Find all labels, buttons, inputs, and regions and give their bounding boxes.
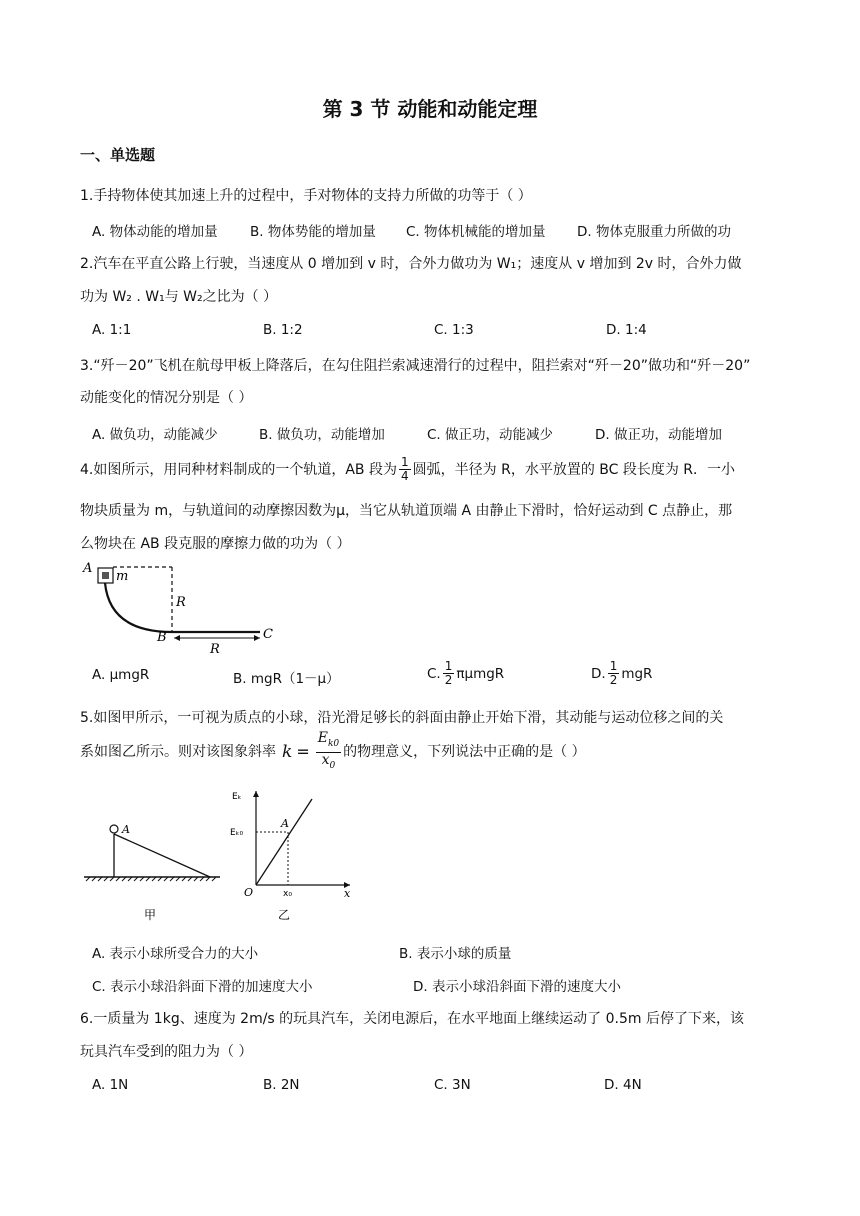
- incline-slope: [114, 834, 210, 877]
- option-a: A. 物体动能的增加量: [92, 224, 218, 240]
- label-origin: O: [244, 886, 254, 899]
- incline-figure: [84, 823, 220, 922]
- track-diagram: [80, 558, 280, 658]
- option-d: D. 1:4: [606, 322, 647, 338]
- question-text-cont: 物块质量为 m，与轨道间的动摩擦因数为μ，当它从轨道顶端 A 由静止下滑时，恰好运动到 C 点静止，那: [80, 503, 733, 519]
- option-c: C. 物体机械能的增加量: [406, 224, 546, 240]
- question-text-end: 圆弧，半径为 R，水平放置的 BC 段长度为 R．一小: [412, 461, 736, 478]
- label-c: C: [263, 627, 273, 642]
- option-d: D. 做正功，动能增加: [595, 427, 722, 443]
- option-b: B. mgR（1－μ）: [233, 671, 340, 687]
- option-a: A. 表示小球所受合力的大小: [92, 946, 259, 962]
- fraction-denominator: 4: [401, 469, 409, 483]
- label-jia: 甲: [144, 908, 157, 922]
- question-text-cont: 玩具汽车受到的阻力为（ ）: [80, 1044, 253, 1060]
- option-b: B. 物体势能的增加量: [250, 224, 376, 240]
- numerator-symbol: E: [317, 729, 328, 746]
- fraction-denominator: 2: [609, 673, 618, 687]
- option-a: A. μmgR: [92, 667, 150, 683]
- option-c-text: πμmgR: [456, 665, 505, 682]
- fraction-numerator: [316, 731, 341, 753]
- label-ek0: Eₖ₀: [230, 828, 244, 838]
- fraction-denominator: 2: [444, 673, 453, 687]
- option-c: C. 做正功，动能减少: [427, 427, 554, 443]
- label-b: B: [157, 630, 167, 645]
- question-text: 3.“歼－20”飞机在航母甲板上降落后，在勾住阻拦索减速滑行的过程中，阻拦索对“歼－20”做功和“歼－20”: [80, 358, 751, 374]
- label-r-horizontal: R: [210, 642, 220, 657]
- arrow-head-left: [174, 635, 180, 641]
- option-b: B. 表示小球的质量: [399, 946, 512, 962]
- fraction-half: [443, 660, 455, 687]
- fraction-numerator: 1: [444, 659, 453, 673]
- question-text-cont: [80, 729, 586, 771]
- fraction-numerator: 1: [609, 659, 618, 673]
- option-b: B. 1:2: [263, 322, 303, 338]
- ek-x-graph: [230, 791, 351, 922]
- question-text-start: 系如图乙所示。则对该图象斜率: [80, 744, 276, 760]
- ball: [110, 825, 118, 833]
- page-title: 第 3 节 动能和动能定理: [322, 97, 538, 121]
- label-x0: x₀: [283, 889, 292, 899]
- question-text: 1.手持物体使其加速上升的过程中，手对物体的支持力所做的功等于（ ）: [80, 188, 532, 204]
- option-b: B. 2N: [263, 1077, 300, 1093]
- section-heading: 一、单选题: [80, 146, 156, 164]
- option-c: C. 3N: [434, 1077, 471, 1093]
- option-a: A. 1:1: [92, 322, 132, 338]
- numerator-subscript: k0: [327, 738, 340, 749]
- y-axis-arrow: [253, 791, 259, 797]
- option-c: C. 1:3: [434, 322, 474, 338]
- figure-incline-and-graph: [80, 785, 370, 925]
- question-text: 6.一质量为 1kg、速度为 2m/s 的玩具汽车，关闭电源后，在水平地面上继续运动了 0.5m 后停了下来，该: [80, 1011, 744, 1027]
- arrow-head-right: [254, 635, 260, 641]
- option-d: D. 物体克服重力所做的功: [577, 224, 731, 240]
- block-fill: [102, 572, 109, 579]
- slope-symbol: k: [282, 742, 293, 762]
- option-a: A. 做负功，动能减少: [92, 427, 218, 443]
- fraction-numerator: 1: [401, 455, 409, 469]
- equals-sign: =: [296, 742, 310, 761]
- fraction-half: [608, 660, 620, 687]
- question-text-end: 的物理意义，下列说法中正确的是（ ）: [343, 744, 586, 760]
- option-d: D. 表示小球沿斜面下滑的速度大小: [413, 979, 621, 995]
- option-c: C. 表示小球沿斜面下滑的加速度大小: [92, 979, 313, 995]
- label-r-vertical: R: [176, 595, 186, 610]
- question-text-cont: 么物块在 AB 段克服的摩擦力做的功为（ ）: [80, 536, 351, 552]
- option-d: [591, 660, 652, 687]
- question-text-start: 4.如图所示，用同种材料制成的一个轨道，AB 段为: [80, 461, 397, 478]
- label-x: x: [344, 887, 351, 900]
- option-a: A. 1N: [92, 1077, 129, 1093]
- question-text-cont: 动能变化的情况分别是（ ）: [80, 390, 253, 406]
- option-d-text: mgR: [621, 665, 653, 682]
- denominator-subscript: 0: [329, 760, 336, 771]
- fraction-denominator: [322, 753, 336, 774]
- question-text: 2.汽车在平直公路上行驶，当速度从 0 增加到 v 时，合外力做功为 W₁；速度从 v 增加到 2v 时，合外力做: [80, 256, 742, 272]
- label-a: A: [83, 561, 93, 576]
- label-m: m: [116, 569, 129, 584]
- label-a-ball: A: [122, 823, 130, 836]
- label-ek: Eₖ: [232, 792, 242, 802]
- graph-line: [256, 799, 312, 885]
- option-c: [427, 660, 504, 687]
- option-d: D. 4N: [604, 1077, 642, 1093]
- label-yi: 乙: [278, 908, 291, 922]
- option-b: B. 做负功，动能增加: [259, 427, 385, 443]
- slope-fraction: [316, 731, 341, 774]
- question-text: [80, 456, 735, 483]
- denominator-symbol: x: [321, 751, 330, 768]
- option-d-label: D.: [591, 665, 606, 682]
- label-a-point: A: [281, 817, 289, 830]
- option-c-label: C.: [427, 665, 441, 682]
- arc-track: [105, 583, 172, 632]
- question-text-cont: 功为 W₂ . W₁与 W₂之比为（ ）: [80, 289, 278, 305]
- fraction-quarter: [399, 456, 411, 483]
- question-text: 5.如图甲所示，一可视为质点的小球，沿光滑足够长的斜面由静止开始下滑，其动能与运动位移之间的关: [80, 710, 724, 726]
